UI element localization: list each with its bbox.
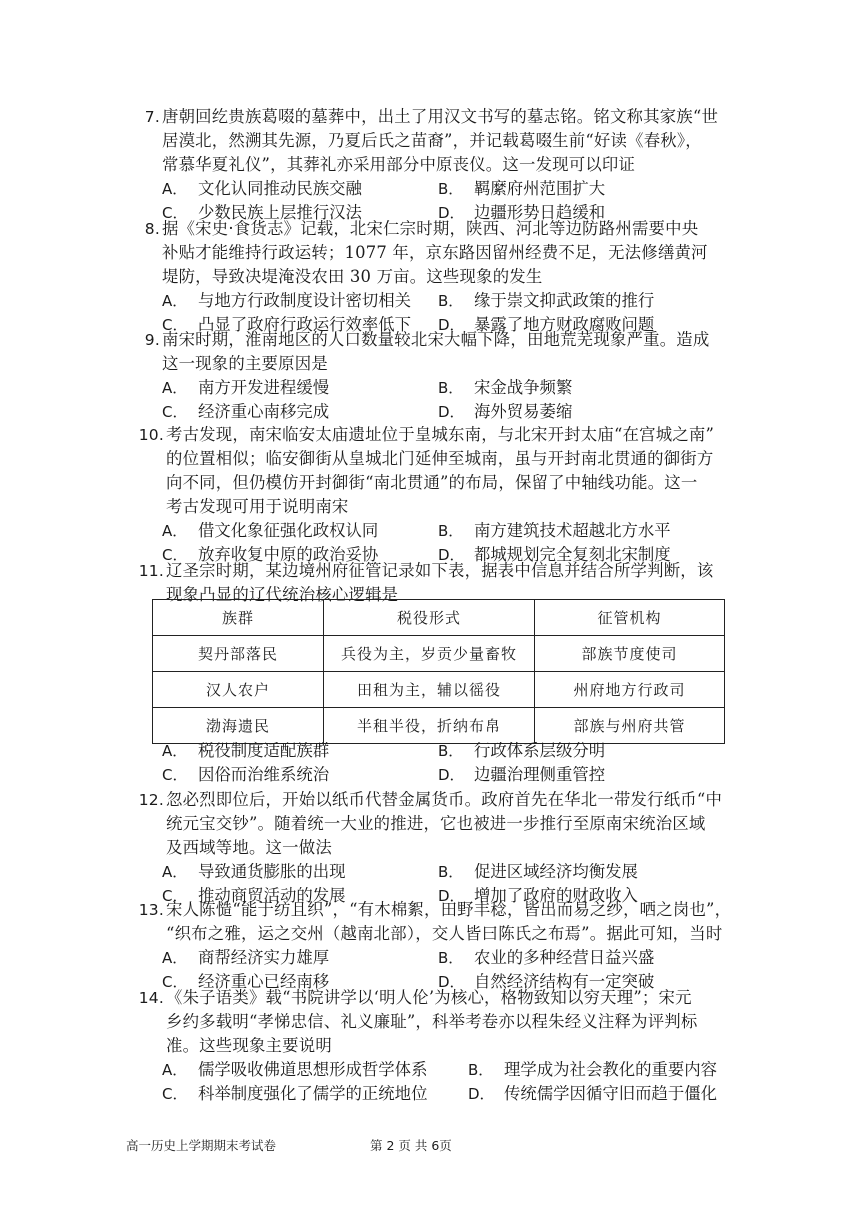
option-letter: A． — [162, 292, 188, 310]
stem-line: 《朱子语类》载“书院讲学以‘明人伦’为核心，格物致知以穷天理”；宋元 — [166, 988, 692, 1007]
option-letter: B． — [468, 1061, 494, 1079]
option-letter: A． — [162, 1061, 188, 1079]
option-text: 农业的多种经营日益兴盛 — [474, 948, 655, 967]
option-text: 传统儒学因循守旧而趋于僵化 — [504, 1084, 718, 1103]
option-a — [162, 1058, 427, 1082]
option-text: 因俗而治维系统治 — [198, 765, 330, 784]
option-text: 凸显了政府行政运行效率低下 — [198, 315, 412, 334]
question-stem — [138, 898, 748, 946]
option-letter: B． — [438, 742, 464, 760]
stem-line: 现象凸显的辽代统治核心逻辑是 — [166, 585, 399, 604]
option-text: 少数民族上层推行汉法 — [198, 203, 362, 222]
option-d — [438, 400, 572, 424]
option-text: 放弃收复中原的政治妥协 — [198, 545, 379, 564]
option-text: 宋金战争频繁 — [474, 378, 573, 397]
table-cell: 兵役为主，岁贡少量畜牧 — [324, 636, 535, 672]
stem-line: 常慕华夏礼仪”，其葬礼亦采用部分中原丧仪。这一发现可以印证 — [162, 155, 636, 174]
option-letter: B． — [438, 949, 464, 967]
stem-line: 这一现象的主要原因是 — [162, 354, 328, 373]
option-letter: C． — [162, 204, 188, 222]
option-letter: A． — [162, 379, 188, 397]
option-text: 儒学吸收佛道思想形成哲学体系 — [198, 1060, 428, 1079]
question-12 — [138, 788, 748, 908]
question-13 — [138, 898, 748, 994]
option-text: 推动商贸活动的发展 — [198, 886, 346, 905]
stem-line: 忽必烈即位后，开始以纸币代替金属货币。政府首先在华北一带发行纸币“中 — [166, 790, 723, 809]
option-letter: D． — [438, 766, 465, 784]
question-10 — [138, 423, 748, 567]
option-b — [468, 1058, 717, 1082]
question-stem — [138, 217, 748, 289]
option-text: 行政体系层级分明 — [474, 741, 606, 760]
stem-line: 宋人陈慥“能于纺且织”，“有木棉絮，田野丰稔，皆出而易之纱，哂之岗也”， — [166, 900, 732, 919]
stem-line: 考古发现可用于说明南宋 — [166, 497, 349, 516]
option-letter: B． — [438, 863, 464, 881]
table-row — [153, 636, 725, 672]
option-text: 暴露了地方财政腐败问题 — [474, 315, 655, 334]
option-b — [438, 177, 605, 201]
option-text: 羁縻府州范围扩大 — [474, 179, 606, 198]
question-9 — [138, 328, 748, 424]
option-b — [438, 946, 654, 970]
option-text: 借文化象征强化政权认同 — [198, 521, 379, 540]
question-7 — [138, 105, 748, 225]
question-number: 8. — [144, 220, 160, 238]
option-a — [162, 739, 329, 763]
option-letter: B． — [438, 292, 464, 310]
question-stem — [138, 328, 748, 376]
question-number: 12. — [138, 791, 164, 809]
option-a — [162, 860, 346, 884]
table-cell: 半租半役，折纳布帛 — [324, 708, 535, 744]
table-cell: 部族节度使司 — [535, 636, 725, 672]
stem-line: 唐朝回纥贵族葛啜的墓葬中，出土了用汉文书写的墓志铭。铭文称其家族“世 — [162, 107, 719, 126]
option-letter: C． — [162, 403, 188, 421]
table-row — [153, 672, 725, 708]
stem-line: 南宋时期，淮南地区的人口数量较北宋大幅下降，田地荒芜现象严重。造成 — [162, 330, 710, 349]
option-text: 与地方行政制度设计密切相关 — [198, 291, 412, 310]
table-header-cell: 税役形式 — [324, 600, 535, 636]
table-cell: 契丹部落民 — [153, 636, 324, 672]
tax-table — [152, 599, 725, 744]
option-letter: D． — [438, 316, 465, 334]
stem-line: 准。这些现象主要说明 — [166, 1036, 332, 1055]
option-text: 南方开发进程缓慢 — [198, 378, 330, 397]
option-text: 科举制度强化了儒学的正统地位 — [198, 1084, 428, 1103]
option-c — [162, 763, 329, 787]
option-letter: C． — [162, 973, 188, 991]
option-text: 边疆治理侧重管控 — [474, 765, 606, 784]
table-cell: 田租为主，辅以徭役 — [324, 672, 535, 708]
option-text: 海外贸易萎缩 — [474, 402, 573, 421]
stem-line: “织布之雅，运之交州（越南北部），交人皆曰陈氏之布焉”。据此可知，当时 — [166, 924, 723, 943]
option-text: 文化认同推动民族交融 — [198, 179, 362, 198]
stem-line: 及西域等地。这一做法 — [166, 838, 332, 857]
option-letter: D． — [438, 887, 465, 905]
option-text: 缘于崇文抑武政策的推行 — [474, 291, 655, 310]
option-letter: D． — [438, 204, 465, 222]
table-header-row — [153, 600, 725, 636]
options — [138, 1058, 748, 1106]
option-text: 税役制度适配族群 — [198, 741, 330, 760]
question-number: 14. — [138, 989, 164, 1007]
option-b — [438, 860, 638, 884]
stem-line: 补贴才能维持行政运转；1077 年，京东路因留州经费不足，无法修缮黄河 — [162, 243, 708, 262]
option-d — [438, 763, 605, 787]
stem-line: 堤防，导致决堤淹没农田 30 万亩。这些现象的发生 — [162, 267, 543, 286]
option-text: 增加了政府的财政收入 — [474, 886, 638, 905]
question-stem — [138, 423, 748, 519]
stem-line: 统元宝交钞”。随着统一大业的推进，它也被进一步推行至原南宋统治区域 — [166, 814, 706, 833]
option-text: 理学成为社会教化的重要内容 — [504, 1060, 718, 1079]
table-cell: 州府地方行政司 — [535, 672, 725, 708]
option-b — [438, 289, 654, 313]
option-letter: D． — [468, 1085, 495, 1103]
option-b — [438, 519, 671, 543]
option-text: 导致通货膨胀的出现 — [198, 862, 346, 881]
question-11-options — [138, 739, 748, 787]
option-text: 边疆形势日趋缓和 — [474, 203, 606, 222]
option-a — [162, 519, 378, 543]
stem-line: 考古发现，南宋临安太庙遗址位于皇城东南，与北宋开封太庙“在宫城之南” — [166, 425, 715, 444]
option-a — [162, 289, 411, 313]
option-a — [162, 177, 362, 201]
option-text: 自然经济结构有一定突破 — [474, 972, 655, 991]
stem-line: 据《宋史·食货志》记载，北宋仁宗时期，陕西、河北等边防路州需要中央 — [162, 219, 699, 238]
option-b — [438, 376, 572, 400]
stem-line: 乡约多载明“孝悌忠信、礼义廉耻”，科举考卷亦以程朱经义注释为评判标 — [166, 1012, 698, 1031]
option-letter: A． — [162, 863, 188, 881]
option-letter: A． — [162, 522, 188, 540]
option-letter: C． — [162, 546, 188, 564]
option-letter: D． — [438, 546, 465, 564]
option-letter: D． — [438, 403, 465, 421]
option-letter: A． — [162, 742, 188, 760]
question-14 — [138, 986, 748, 1106]
option-letter: C． — [162, 887, 188, 905]
stem-line: 向不同，但仍模仿开封御街“南北贯通”的布局，保留了中轴线功能。这一 — [166, 473, 698, 492]
option-letter: D． — [438, 973, 465, 991]
options — [138, 376, 748, 424]
option-letter: B． — [438, 522, 464, 540]
question-stem — [138, 788, 748, 860]
table-cell: 渤海遗民 — [153, 708, 324, 744]
table-cell: 部族与州府共管 — [535, 708, 725, 744]
question-number: 7. — [144, 108, 160, 126]
question-number: 11. — [138, 562, 164, 580]
question-number: 10. — [138, 426, 164, 444]
option-letter: C． — [162, 766, 188, 784]
table-cell: 汉人农户 — [153, 672, 324, 708]
question-stem — [138, 105, 748, 177]
option-b — [438, 739, 605, 763]
stem-line: 居漠北，然溯其先源，乃夏后氏之苗裔”，并记载葛啜生前“好读《春秋》， — [162, 131, 702, 150]
option-c — [162, 400, 329, 424]
table-header-cell: 族群 — [153, 600, 324, 636]
option-text: 经济重心已经南移 — [198, 972, 330, 991]
option-letter: C． — [162, 1085, 188, 1103]
option-text: 南方建筑技术超越北方水平 — [474, 521, 671, 540]
footer-exam-title: 高一历史上学期期末考试卷 — [126, 1138, 277, 1153]
stem-line: 的位置相似；临安御街从皇城北门延伸至城南，虽与开封南北贯通的御街方 — [166, 449, 714, 468]
footer-page-number: 第 2 页 共 6页 — [370, 1138, 452, 1153]
option-d — [468, 1082, 717, 1106]
option-letter: A． — [162, 180, 188, 198]
table-header-cell: 征管机构 — [535, 600, 725, 636]
question-number: 9. — [144, 331, 160, 349]
option-text: 商帮经济实力雄厚 — [198, 948, 330, 967]
question-stem — [138, 986, 748, 1058]
option-c — [162, 1082, 427, 1106]
option-letter: B． — [438, 379, 464, 397]
option-letter: A． — [162, 949, 188, 967]
option-text: 都城规划完全复刻北宋制度 — [474, 545, 671, 564]
option-text: 促进区域经济均衡发展 — [474, 862, 638, 881]
option-text: 经济重心南移完成 — [198, 402, 330, 421]
option-letter: C． — [162, 316, 188, 334]
question-number: 13. — [138, 901, 164, 919]
option-letter: B． — [438, 180, 464, 198]
question-8 — [138, 217, 748, 337]
option-a — [162, 376, 329, 400]
stem-line: 辽圣宗时期，某边境州府征管记录如下表，据表中信息并结合所学判断，该 — [166, 561, 714, 580]
option-a — [162, 946, 329, 970]
options — [138, 739, 748, 787]
